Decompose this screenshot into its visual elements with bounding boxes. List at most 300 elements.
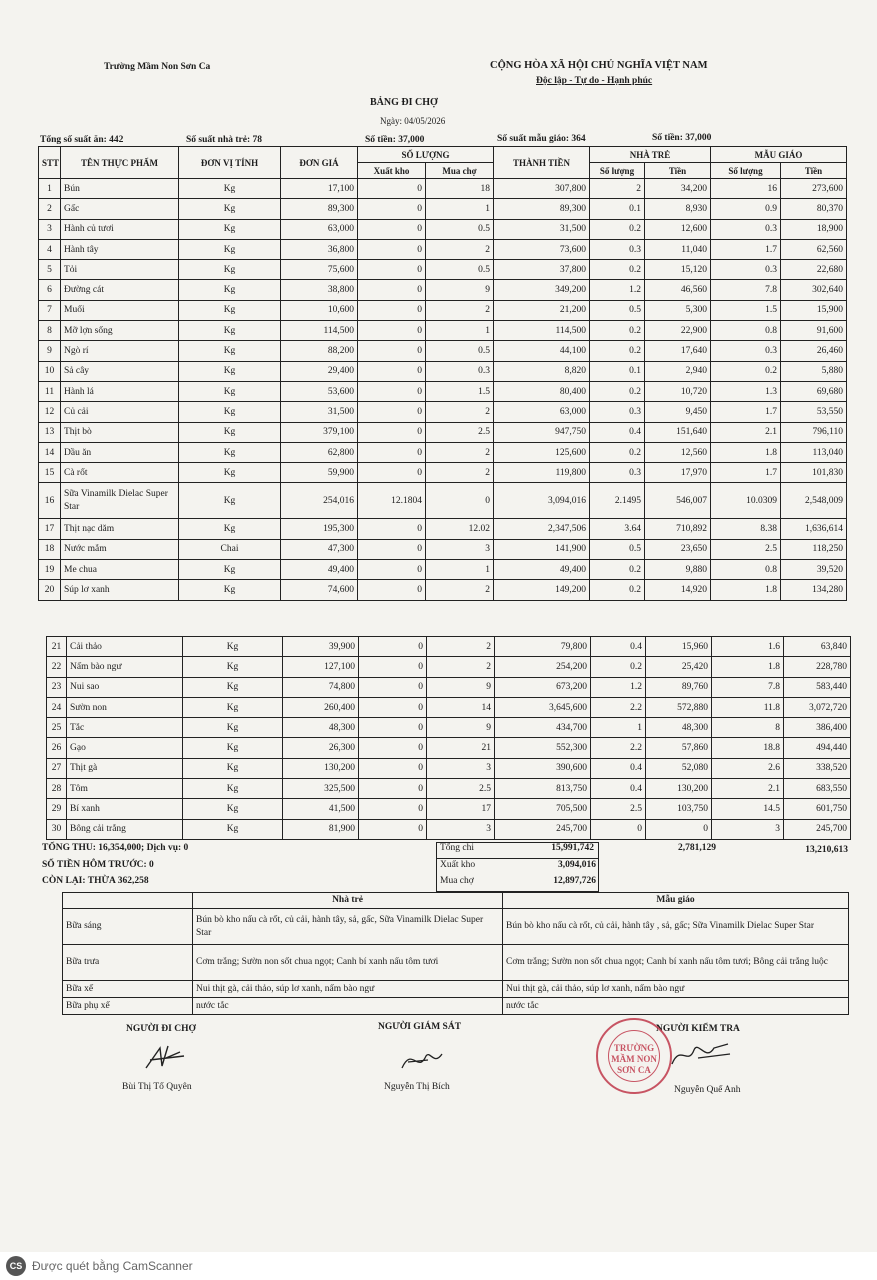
table-cell: 12.02 xyxy=(426,519,494,539)
table-cell: 73,600 xyxy=(494,239,590,259)
table-cell: 11,040 xyxy=(645,239,711,259)
table-cell: 0.4 xyxy=(590,422,645,442)
table-cell: 15,900 xyxy=(781,300,847,320)
table-cell: 0.2 xyxy=(590,580,645,600)
table-cell: 0.3 xyxy=(711,219,781,239)
table-cell: 31,500 xyxy=(281,402,358,422)
tong-chi-value: 15,991,742 xyxy=(551,843,594,853)
table-cell: 0.9 xyxy=(711,199,781,219)
table-cell: 17,640 xyxy=(645,341,711,361)
table-cell: 12,560 xyxy=(645,442,711,462)
table-cell: 8,820 xyxy=(494,361,590,381)
table-cell: Dầu ăn xyxy=(61,442,179,462)
table-cell: 0.5 xyxy=(426,341,494,361)
table-cell: Kg xyxy=(179,463,281,483)
table-cell: 2 xyxy=(426,463,494,483)
table-row xyxy=(39,260,847,280)
table-cell: Kg xyxy=(179,560,281,580)
table-cell: 26,300 xyxy=(283,738,359,758)
table-cell: 0.4 xyxy=(591,637,646,657)
table-cell: Bông cải trắng xyxy=(67,819,183,839)
table-cell: 0.4 xyxy=(591,758,646,778)
table-cell: 0 xyxy=(358,402,426,422)
table-cell: 546,007 xyxy=(645,483,711,519)
table-cell: Thịt bò xyxy=(61,422,179,442)
table-cell: 24 xyxy=(47,697,67,717)
table-cell: 0 xyxy=(358,321,426,341)
table-cell: 0 xyxy=(358,463,426,483)
table-cell: 0.1 xyxy=(590,361,645,381)
nation-title: CỘNG HÒA XÃ HỘI CHỦ NGHĨA VIỆT NAM xyxy=(490,60,708,71)
table-row xyxy=(39,280,847,300)
table-cell: 2.1 xyxy=(711,422,781,442)
table-cell: 0 xyxy=(358,199,426,219)
table-cell: 0 xyxy=(358,280,426,300)
sig3-name: Nguyễn Quế Anh xyxy=(674,1085,741,1095)
table-cell: 1,636,614 xyxy=(781,519,847,539)
table-cell: 0.3 xyxy=(711,260,781,280)
menu-meal: Bữa xế xyxy=(63,981,193,998)
table-cell: 0 xyxy=(426,483,494,519)
table-row xyxy=(47,738,851,758)
table-cell: 0.5 xyxy=(426,260,494,280)
table-cell: 14 xyxy=(427,697,495,717)
table-cell: 10.0309 xyxy=(711,483,781,519)
food-table-2 xyxy=(46,636,851,840)
col-qty: SỐ LƯỢNG xyxy=(358,147,494,163)
table-cell: 5 xyxy=(39,260,61,280)
table-row xyxy=(47,657,851,677)
table-cell: 38,800 xyxy=(281,280,358,300)
table-cell: 62,560 xyxy=(781,239,847,259)
table-cell: 1.2 xyxy=(590,280,645,300)
table-cell: Cải thảo xyxy=(67,637,183,657)
table-cell: 1.5 xyxy=(426,381,494,401)
table-cell: Sữa Vinamilk Dielac Super Star xyxy=(61,483,179,519)
table-cell: 0.8 xyxy=(711,560,781,580)
table-cell: 796,110 xyxy=(781,422,847,442)
table-cell: 114,500 xyxy=(494,321,590,341)
table-cell: 0 xyxy=(359,657,427,677)
table-cell: 1.3 xyxy=(711,381,781,401)
table-cell: Nấm bào ngư xyxy=(67,657,183,677)
table-cell: 89,300 xyxy=(494,199,590,219)
table-cell: 10,720 xyxy=(645,381,711,401)
table-cell: Thịt gà xyxy=(67,758,183,778)
table-cell: 23 xyxy=(47,677,67,697)
table-row xyxy=(39,483,847,519)
table-cell: 41,500 xyxy=(283,799,359,819)
table-cell: 0.3 xyxy=(426,361,494,381)
table-cell: 89,300 xyxy=(281,199,358,219)
xuat-kho-value: 3,094,016 xyxy=(558,860,596,870)
camscanner-icon: CS xyxy=(6,1256,26,1276)
table-cell: 16 xyxy=(711,179,781,199)
table-cell: 15 xyxy=(39,463,61,483)
table-cell: 0 xyxy=(359,677,427,697)
table-cell: 127,100 xyxy=(283,657,359,677)
table-row xyxy=(39,442,847,462)
table-cell: 62,800 xyxy=(281,442,358,462)
table-cell: 53,550 xyxy=(781,402,847,422)
table-cell: 0 xyxy=(359,697,427,717)
table-row xyxy=(47,718,851,738)
table-cell: 947,750 xyxy=(494,422,590,442)
table-cell: 307,800 xyxy=(494,179,590,199)
table-cell: 1.7 xyxy=(711,239,781,259)
table-cell: 1 xyxy=(426,199,494,219)
table-cell: 9 xyxy=(39,341,61,361)
table-cell: 18 xyxy=(39,539,61,559)
menu-row xyxy=(63,909,849,945)
table-cell: 0.2 xyxy=(590,560,645,580)
table-cell: 1.8 xyxy=(711,442,781,462)
table-row xyxy=(39,402,847,422)
table-cell: Kg xyxy=(179,280,281,300)
table-cell: 75,600 xyxy=(281,260,358,280)
page-title: BẢNG ĐI CHỢ xyxy=(370,97,438,108)
table-cell: 49,400 xyxy=(281,560,358,580)
table-cell: 705,500 xyxy=(495,799,591,819)
table-cell: 18,900 xyxy=(781,219,847,239)
table-cell: 2 xyxy=(590,179,645,199)
table-cell: 101,830 xyxy=(781,463,847,483)
stamp-text: TRƯỜNG MẦM NON SƠN CA xyxy=(608,1030,660,1082)
table-cell: 0 xyxy=(646,819,712,839)
table-cell: 0.2 xyxy=(591,657,646,677)
col-mg-money: Tiền xyxy=(781,163,847,179)
table-cell: 0 xyxy=(358,381,426,401)
table-cell: 36,800 xyxy=(281,239,358,259)
menu-meal: Bữa sáng xyxy=(63,909,193,945)
col-mg-qty: Số lượng xyxy=(711,163,781,179)
sig1-title: NGƯỜI ĐI CHỢ xyxy=(126,1024,196,1034)
table-cell: 151,640 xyxy=(645,422,711,442)
table-cell: 1.6 xyxy=(712,637,784,657)
table-cell: 0 xyxy=(359,718,427,738)
table-cell: Kg xyxy=(179,199,281,219)
table-cell: 57,860 xyxy=(646,738,712,758)
table-cell: Kg xyxy=(179,442,281,462)
table-cell: 44,100 xyxy=(494,341,590,361)
table-cell: 25 xyxy=(47,718,67,738)
table-cell: 0 xyxy=(358,539,426,559)
table-cell: 0.5 xyxy=(590,539,645,559)
table-row xyxy=(39,219,847,239)
table-cell: Kg xyxy=(183,677,283,697)
table-cell: Kg xyxy=(183,637,283,657)
table-cell: 53,600 xyxy=(281,381,358,401)
table-cell: 434,700 xyxy=(495,718,591,738)
table-cell: 0.1 xyxy=(590,199,645,219)
table-cell: 17 xyxy=(427,799,495,819)
con-lai: CÒN LẠI: THỪA 362,258 xyxy=(42,876,149,886)
table-cell: 0 xyxy=(359,819,427,839)
money-mau-giao: Số tiền: 37,000 xyxy=(652,133,712,143)
table-cell: 2.2 xyxy=(591,697,646,717)
table-cell: 683,550 xyxy=(784,779,851,799)
tong-thu: TỔNG THU: 16,354,000; Dịch vụ: 0 xyxy=(42,843,189,853)
table-cell: 34,200 xyxy=(645,179,711,199)
table-cell: 49,400 xyxy=(494,560,590,580)
table-cell: Bún xyxy=(61,179,179,199)
table-cell: 3,645,600 xyxy=(495,697,591,717)
sig1-name: Bùi Thị Tố Quyên xyxy=(122,1082,192,1092)
sig3-title: NGƯỜI KIỂM TRA xyxy=(656,1024,740,1034)
table-cell: 0.2 xyxy=(590,321,645,341)
table-row xyxy=(39,463,847,483)
table-cell: 2,548,009 xyxy=(781,483,847,519)
col-mau-giao: MẪU GIÁO xyxy=(711,147,847,163)
table-cell: 21 xyxy=(47,637,67,657)
table-cell: Kg xyxy=(183,779,283,799)
table-cell: 601,750 xyxy=(784,799,851,819)
table-cell: 583,440 xyxy=(784,677,851,697)
table-cell: Kg xyxy=(179,422,281,442)
table-cell: Nước mắm xyxy=(61,539,179,559)
table-cell: 88,200 xyxy=(281,341,358,361)
table-cell: 8 xyxy=(712,718,784,738)
signature-1 xyxy=(140,1038,190,1072)
table-cell: Kg xyxy=(179,361,281,381)
table-cell: 80,370 xyxy=(781,199,847,219)
table-cell: 0 xyxy=(359,637,427,657)
table-cell: 10 xyxy=(39,361,61,381)
table-cell: 0 xyxy=(358,219,426,239)
table-cell: 1.8 xyxy=(712,657,784,677)
table-cell: 23,650 xyxy=(645,539,711,559)
table-cell: Chai xyxy=(179,539,281,559)
table-cell: 710,892 xyxy=(645,519,711,539)
table-cell: 228,780 xyxy=(784,657,851,677)
table-cell: 195,300 xyxy=(281,519,358,539)
col-nha-tre: NHÀ TRẺ xyxy=(590,147,711,163)
table-cell: 349,200 xyxy=(494,280,590,300)
table-cell: Kg xyxy=(183,657,283,677)
table-cell: 3 xyxy=(427,758,495,778)
table-row xyxy=(39,321,847,341)
table-cell: 10,600 xyxy=(281,300,358,320)
table-cell: 103,750 xyxy=(646,799,712,819)
table-cell: 245,700 xyxy=(495,819,591,839)
table-cell: 302,640 xyxy=(781,280,847,300)
table-cell: 6 xyxy=(39,280,61,300)
menu-nha-tre-header: Nhà trẻ xyxy=(193,893,503,909)
table-cell: 0.2 xyxy=(590,442,645,462)
table-cell: 3 xyxy=(712,819,784,839)
table-cell: 2.5 xyxy=(426,422,494,442)
table-cell: Kg xyxy=(179,300,281,320)
table-cell: 114,500 xyxy=(281,321,358,341)
table-cell: 0 xyxy=(358,422,426,442)
table-cell: 1.2 xyxy=(591,677,646,697)
table-cell: 130,200 xyxy=(283,758,359,778)
table-cell: 48,300 xyxy=(646,718,712,738)
table-cell: Kg xyxy=(179,239,281,259)
table-cell: 0 xyxy=(358,519,426,539)
table-cell: Tắc xyxy=(67,718,183,738)
table-cell: Tôm xyxy=(67,779,183,799)
table-cell: 21,200 xyxy=(494,300,590,320)
table-cell: 0 xyxy=(591,819,646,839)
nha-tre-meals: Số suất nhà trẻ: 78 xyxy=(186,135,263,145)
table-cell: 254,200 xyxy=(495,657,591,677)
table-cell: 7.8 xyxy=(711,280,781,300)
table-cell: 14.5 xyxy=(712,799,784,819)
table-cell: 1.5 xyxy=(711,300,781,320)
table-cell: Kg xyxy=(179,321,281,341)
table-cell: Gạo xyxy=(67,738,183,758)
table-cell: 0 xyxy=(358,580,426,600)
motto: Độc lập - Tự do - Hạnh phúc xyxy=(536,76,653,86)
table-cell: 2.5 xyxy=(591,799,646,819)
table-cell: 0.3 xyxy=(711,341,781,361)
table-cell: 0 xyxy=(358,260,426,280)
col-xuat-kho: Xuất kho xyxy=(358,163,426,179)
menu-mau-giao: Nui thịt gà, cải thảo, súp lơ xanh, nấm bào ngư xyxy=(503,981,849,998)
table-cell: Kg xyxy=(179,483,281,519)
table-cell: 12,600 xyxy=(645,219,711,239)
table-cell: 29,400 xyxy=(281,361,358,381)
table-cell: 52,080 xyxy=(646,758,712,778)
tong-chi-label: Tổng chi xyxy=(440,843,475,853)
col-amount: THÀNH TIỀN xyxy=(494,147,590,179)
table-cell: 5,300 xyxy=(645,300,711,320)
table-cell: 0.5 xyxy=(426,219,494,239)
table-cell: Kg xyxy=(183,738,283,758)
table-cell: 1.7 xyxy=(711,402,781,422)
menu-nha-tre: nước tắc xyxy=(193,998,503,1015)
table-cell: 5,880 xyxy=(781,361,847,381)
menu-mau-giao: Cơm trắng; Sườn non sốt chua ngọt; Canh bí xanh nấu tôm tươi; Bông cải trắng luộc xyxy=(503,945,849,981)
table-cell: 80,400 xyxy=(494,381,590,401)
table-cell: 47,300 xyxy=(281,539,358,559)
table-cell: Củ cải xyxy=(61,402,179,422)
table-cell: 3.64 xyxy=(590,519,645,539)
table-cell: 28 xyxy=(47,779,67,799)
table-cell: Gấc xyxy=(61,199,179,219)
table-cell: 2 xyxy=(427,657,495,677)
table-cell: 19 xyxy=(39,560,61,580)
mua-cho-label: Mua chợ xyxy=(440,876,474,886)
table-cell: 3 xyxy=(39,219,61,239)
table-cell: Nui sao xyxy=(67,677,183,697)
mau-giao-meals: Số suất mẫu giáo: 364 xyxy=(497,134,586,144)
table-cell: 2.5 xyxy=(711,539,781,559)
table-cell: 125,600 xyxy=(494,442,590,462)
col-name: TÊN THỰC PHẨM xyxy=(61,147,179,179)
table-cell: 1 xyxy=(591,718,646,738)
table-cell: 1 xyxy=(39,179,61,199)
table-cell: 494,440 xyxy=(784,738,851,758)
table-cell: 9,880 xyxy=(645,560,711,580)
table-cell: 37,800 xyxy=(494,260,590,280)
table-cell: 149,200 xyxy=(494,580,590,600)
table-cell: Kg xyxy=(179,580,281,600)
table-cell: 63,000 xyxy=(494,402,590,422)
table-cell: 0 xyxy=(358,361,426,381)
table-cell: 0.2 xyxy=(590,219,645,239)
table-cell: Kg xyxy=(183,799,283,819)
table-cell: 46,560 xyxy=(645,280,711,300)
table-cell: 22 xyxy=(47,657,67,677)
table-cell: 2.2 xyxy=(591,738,646,758)
table-cell: 2,347,506 xyxy=(494,519,590,539)
table-cell: 8 xyxy=(39,321,61,341)
table-cell: 2 xyxy=(426,402,494,422)
table-cell: 119,800 xyxy=(494,463,590,483)
table-cell: 0 xyxy=(359,738,427,758)
table-cell: 2 xyxy=(427,637,495,657)
table-cell: 260,400 xyxy=(283,697,359,717)
table-cell: 0.3 xyxy=(590,463,645,483)
table-cell: Hành củ tươi xyxy=(61,219,179,239)
table-cell: Đường cát xyxy=(61,280,179,300)
table-cell: 12 xyxy=(39,402,61,422)
table-cell: 0 xyxy=(359,799,427,819)
table-row xyxy=(47,779,851,799)
table-cell: 91,600 xyxy=(781,321,847,341)
col-price: ĐƠN GIÁ xyxy=(281,147,358,179)
menu-nha-tre: Cơm trắng; Sườn non sốt chua ngọt; Canh bí xanh nấu tôm tươi xyxy=(193,945,503,981)
table-cell: Cà rốt xyxy=(61,463,179,483)
school-stamp xyxy=(596,1018,672,1094)
table-cell: 0 xyxy=(358,560,426,580)
table-cell: 1 xyxy=(426,321,494,341)
table-cell: 2 xyxy=(426,239,494,259)
table-cell: Me chua xyxy=(61,560,179,580)
table-cell: 17,100 xyxy=(281,179,358,199)
table-cell: 16 xyxy=(39,483,61,519)
menu-meal: Bữa phụ xế xyxy=(63,998,193,1015)
school-name: Trường Mầm Non Sơn Ca xyxy=(104,62,211,72)
table-cell: 2 xyxy=(39,199,61,219)
table-cell: 386,400 xyxy=(784,718,851,738)
table-row xyxy=(39,199,847,219)
table-cell: 12.1804 xyxy=(358,483,426,519)
table-cell: 1 xyxy=(426,560,494,580)
table-cell: 14,920 xyxy=(645,580,711,600)
col-mua-cho: Mua chợ xyxy=(426,163,494,179)
table-cell: 113,040 xyxy=(781,442,847,462)
table-cell: 673,200 xyxy=(495,677,591,697)
table-row xyxy=(39,539,847,559)
table-cell: 2.1495 xyxy=(590,483,645,519)
table-cell: 39,900 xyxy=(283,637,359,657)
menu-meal: Bữa trưa xyxy=(63,945,193,981)
table-row xyxy=(39,341,847,361)
table-cell: 254,016 xyxy=(281,483,358,519)
table-cell: 26,460 xyxy=(781,341,847,361)
table-cell: 2.6 xyxy=(712,758,784,778)
table-cell: 2 xyxy=(426,580,494,600)
table-cell: 0.4 xyxy=(591,779,646,799)
money-nha-tre: Số tiền: 37,000 xyxy=(365,135,425,145)
table-cell: 0 xyxy=(358,179,426,199)
menu-row xyxy=(63,981,849,998)
table-cell: 0 xyxy=(358,341,426,361)
table-cell: Tỏi xyxy=(61,260,179,280)
menu-row xyxy=(63,998,849,1015)
table-cell: 3 xyxy=(427,819,495,839)
signature-3 xyxy=(668,1036,738,1072)
table-cell: 2,940 xyxy=(645,361,711,381)
table-cell: 79,800 xyxy=(495,637,591,657)
table-cell: 390,600 xyxy=(495,758,591,778)
menu-nha-tre: Nui thịt gà, cải thảo, súp lơ xanh, nấm bào ngư xyxy=(193,981,503,998)
table-cell: 0 xyxy=(358,442,426,462)
table-cell: 17 xyxy=(39,519,61,539)
